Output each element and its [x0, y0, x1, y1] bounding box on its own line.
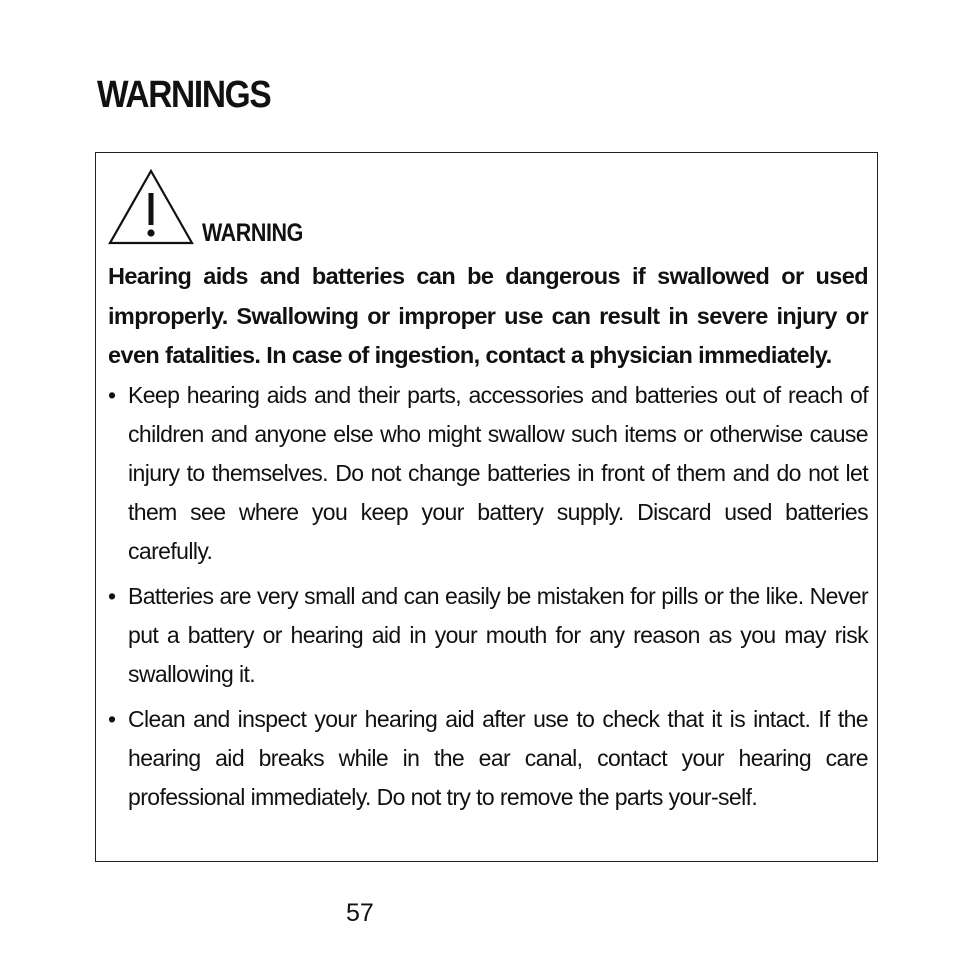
list-item [108, 577, 868, 694]
bullet-dot: • [108, 705, 117, 732]
bullet-dot: • [108, 582, 117, 609]
list-item [108, 376, 868, 571]
page-number: 57 [346, 899, 374, 927]
warning-bullet-list [108, 376, 868, 817]
list-item [108, 700, 868, 817]
bullet-text: Clean and inspect your hearing aid after use to check that it is intact. If the hearing aid breaks while in the ear canal, contact your hearing care professional immediately. Do not try to remove the parts your-self. [128, 705, 868, 810]
bullet-text: Batteries are very small and can easily be mistaken for pills or the like. Never put a battery or hearing aid in your mouth for any reason as you may risk swallowing it. [128, 582, 868, 687]
page-title: WARNINGS [97, 74, 271, 116]
warning-box [95, 152, 878, 862]
warning-header [108, 169, 408, 245]
warning-label: WARNING [202, 219, 303, 247]
warning-triangle-icon [108, 169, 194, 245]
bullet-dot: • [108, 381, 117, 408]
warning-intro: Hearing aids and batteries can be dangerous if swallowed or used improperly. Swallowing or improper use can result in severe injury or even fatalities. In case of ingestion, contact a physician immediately. [108, 263, 868, 368]
bullet-text: Keep hearing aids and their parts, accessories and batteries out of reach of children and anyone else who might swallow such items or otherwise cause injury to themselves. Do not change batteries in front of them and do not let them see where you keep your battery supply. Discard used batteries carefully. [128, 381, 868, 564]
warning-content [108, 257, 868, 823]
